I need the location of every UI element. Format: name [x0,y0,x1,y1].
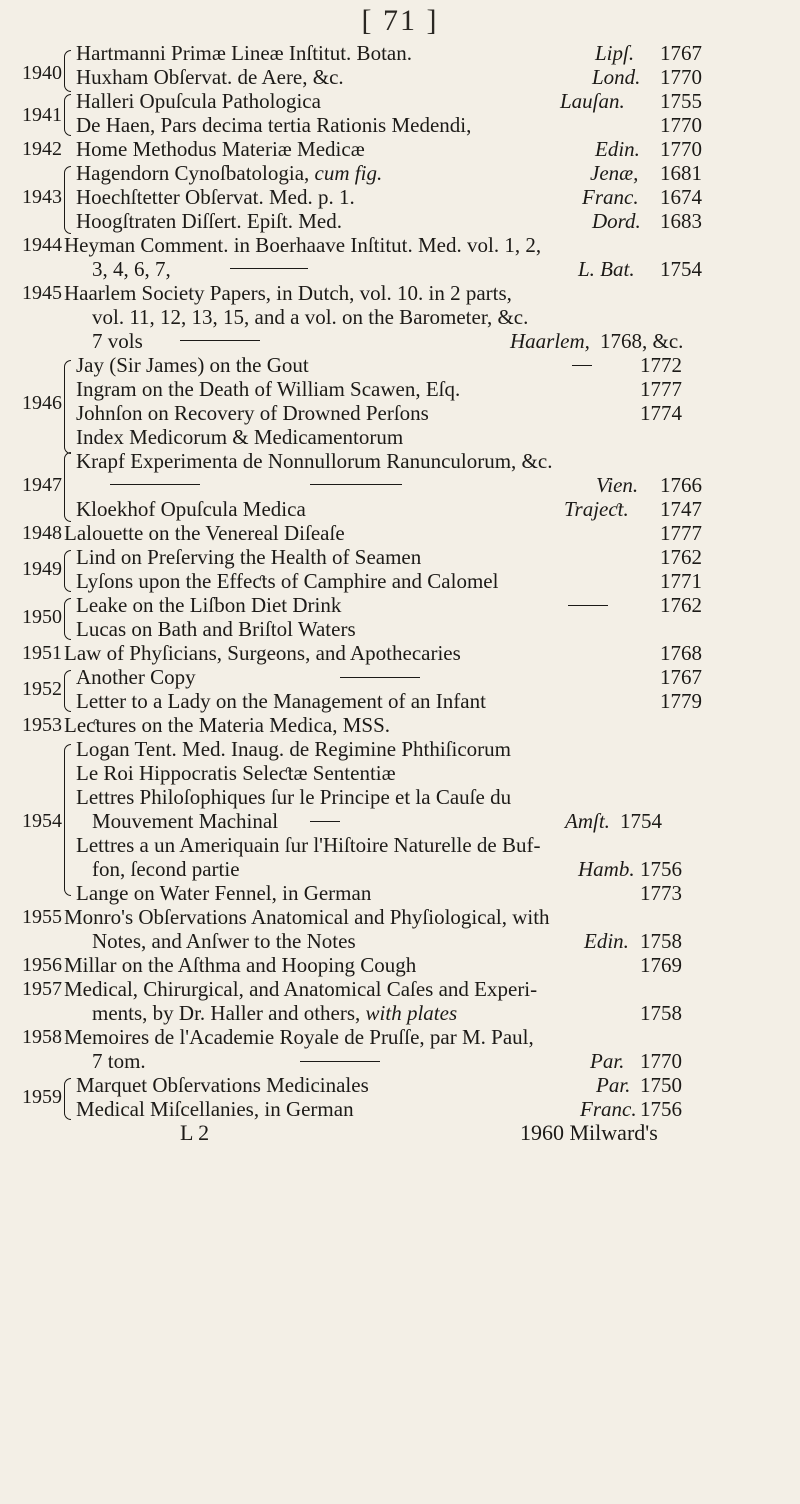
entry-title: Hoogſtraten Diſſert. Epiſt. Med. [76,209,342,233]
brace [64,1078,71,1120]
entry-title-continued: Notes, and Anſwer to the Notes [92,929,356,953]
lot-number: 1943 [22,186,62,208]
entry-title-continued: vol. 11, 12, 13, 15, and a vol. on the Barometer, &c. [92,305,529,329]
entry-title: Lange on Water Fennel, in German [76,881,372,905]
entry-text: ments, by Dr. Haller and others, [92,1001,361,1025]
entry-year: 1769 [640,953,682,977]
brace [64,598,71,640]
entry-year: 1755 [660,89,702,113]
entry-title: Le Roi Hippocratis Seleƈtæ Sententiæ [76,761,396,785]
entry-title: Huxham Obſervat. de Aere, &c. [76,65,344,89]
entry-year: 1762 [660,593,702,617]
entry-year: 1756 [640,1097,682,1121]
entry-title: Hoechſtetter Obſervat. Med. p. 1. [76,185,355,209]
entry-title: Haarlem Society Papers, in Dutch, vol. 10. in 2 parts, [64,281,512,305]
entry-place: Dord. [592,209,641,233]
lot-number: 1951 [22,642,62,664]
entry-year: 1674 [660,185,702,209]
lot-number: 1958 [22,1026,62,1048]
entry-place: Jenæ, [590,161,639,185]
lot-number: 1954 [22,810,62,832]
entry-title: Lyſons upon the Effeƈts of Camphire and Calomel [76,569,499,593]
entry-year: 1770 [660,65,702,89]
lot-number: 1945 [22,282,62,304]
entry-year: 1777 [660,521,702,545]
entry-year: 1777 [640,377,682,401]
entry-title: Marquet Obſervations Medicinales [76,1073,369,1097]
entry-year: 1774 [640,401,682,425]
entry-title: Lind on Preſerving the Health of Seamen [76,545,422,569]
entry-title: Monro's Obſervations Anatomical and Phyſiological, with [64,905,550,929]
entry-title: Home Methodus Materiæ Medicæ [76,137,365,161]
entry-title: Lalouette on the Venereal Diſeaſe [64,521,345,545]
entry-place: Lauſan. [560,89,625,113]
entry-place: Hamb. [578,857,635,881]
lot-number: 1955 [22,906,62,928]
entry-year: 1779 [660,689,702,713]
entry-year: 1681 [660,161,702,185]
entry-title: Krapf Experimenta de Nonnullorum Ranunculorum, &c. [76,449,553,473]
entry-title: Letter to a Lady on the Management of an Infant [76,689,486,713]
lot-number: 1956 [22,954,62,976]
entry-note: cum fig. [314,161,383,185]
entry-title: Halleri Opuſcula Pathologica [76,89,321,113]
lot-number: 1959 [22,1086,62,1108]
entry-title: Medical Miſcellanies, in German [76,1097,354,1121]
rule [310,821,340,822]
entry-title: Logan Tent. Med. Inaug. de Regimine Phthiſicorum [76,737,511,761]
entry-title: Kloekhof Opuſcula Medica [76,497,306,521]
entry-year: 1771 [660,569,702,593]
entry-title: Hartmanni Primæ Lineæ Inſtitut. Botan. [76,41,412,65]
entry-place: Vien. [596,473,639,497]
entry-title: Lettres a un Ameriquain ſur l'Hiſtoire Naturelle de Buf- [76,833,541,857]
rule [300,1061,380,1062]
entry-place: Franc. [580,1097,637,1121]
page-number: [ 71 ] [361,4,439,37]
entry-note: with plates [365,1001,458,1025]
entry-place: Lond. [592,65,641,89]
entry-place: Amſt. [565,809,610,833]
entry-title-continued: 7 vols [92,329,143,353]
lot-number: 1942 [22,138,62,160]
entry-year: 1758 [640,929,682,953]
entry-year: 1754 [660,257,702,281]
entry-title: Jay (Sir James) on the Gout [76,353,309,377]
entry-title-text: Hagendorn Cynoſbatologia, [76,161,310,185]
lot-number: 1946 [22,392,62,414]
lot-number: 1957 [22,978,62,1000]
entry-title: Medical, Chirurgical, and Anatomical Caſes and Experi- [64,977,538,1001]
entry-place: Edin. [584,929,629,953]
entry-year: 1750 [640,1073,682,1097]
lot-number: 1944 [22,234,62,256]
entry-year: 1770 [640,1049,682,1073]
entry-title: Ingram on the Death of William Scawen, Eſq. [76,377,461,401]
entry-year: 1773 [640,881,682,905]
brace [64,670,71,712]
rule [230,268,308,269]
entry-place: Haarlem, [510,329,590,353]
entry-title: Heyman Comment. in Boerhaave Inſtitut. Med. vol. 1, 2, [64,233,542,257]
entry-title: Lucas on Bath and Briſtol Waters [76,617,356,641]
entry-year: 1747 [660,497,702,521]
entry-place: Lipſ. [595,41,635,65]
catchword: 1960 Milward's [520,1120,658,1145]
entry-place: Par. [596,1073,631,1097]
entry-year: 1754 [620,809,662,833]
entry-year: 1766 [660,473,702,497]
entry-title-continued: Mouvement Machinal [92,809,279,833]
entry-title: Index Medicorum & Medicamentorum [76,425,404,449]
entry-title: De Haen, Pars decima tertia Rationis Medendi, [76,113,472,137]
lot-number: 1948 [22,522,62,544]
entry-place: L. Bat. [578,257,635,281]
entry-title: Lettres Philoſophiques ſur le Principe et la Cauſe du [76,785,512,809]
entry-title: Memoires de l'Academie Royale de Pruſſe, par M. Paul, [64,1025,534,1049]
lot-number: 1949 [22,558,62,580]
brace [64,50,71,92]
signature-mark: L 2 [180,1120,210,1145]
brace [64,744,71,896]
entry-title: Millar on the Aſthma and Hooping Cough [64,953,417,977]
entry-title-continued [92,1000,457,1026]
entry-place: Trajeƈt. [564,497,629,521]
rule [572,365,592,366]
entry-year: 1767 [660,665,702,689]
entry-title: Law of Phyſicians, Surgeons, and Apothecaries [64,641,461,665]
entry-title [76,160,382,186]
rule [110,484,200,485]
entry-year: 1768, &c. [600,329,684,353]
entry-title-continued: 7 tom. [92,1049,146,1073]
entry-title-continued: fon, ſecond partie [92,857,240,881]
entry-year: 1756 [640,857,682,881]
entry-title: Leƈtures on the Materia Medica, MSS. [64,713,390,737]
entry-year: 1772 [640,353,682,377]
brace [64,166,71,234]
entry-title: Another Copy [76,665,196,689]
entry-year: 1767 [660,41,702,65]
entry-place: Edin. [595,137,640,161]
brace [64,452,71,522]
entry-year: 1683 [660,209,702,233]
entry-title-continued: 3, 4, 6, 7, [92,257,171,281]
entry-place: Franc. [582,185,639,209]
entry-year: 1758 [640,1001,682,1025]
lot-number: 1950 [22,606,62,628]
entry-place: Par. [590,1049,625,1073]
brace [64,550,71,592]
lot-number: 1952 [22,678,62,700]
brace [64,94,71,136]
rule [340,677,420,678]
lot-number: 1947 [22,474,62,496]
entry-year: 1762 [660,545,702,569]
entry-year: 1770 [660,137,702,161]
brace [64,360,71,454]
entry-year: 1770 [660,113,702,137]
lot-number: 1940 [22,62,62,84]
lot-number: 1941 [22,104,62,126]
entry-year: 1768 [660,641,702,665]
entry-title: Leake on the Liſbon Diet Drink [76,593,342,617]
rule [568,605,608,606]
entry-title: Johnſon on Recovery of Drowned Perſons [76,401,429,425]
rule [310,484,402,485]
rule [180,340,260,341]
lot-number: 1953 [22,714,62,736]
